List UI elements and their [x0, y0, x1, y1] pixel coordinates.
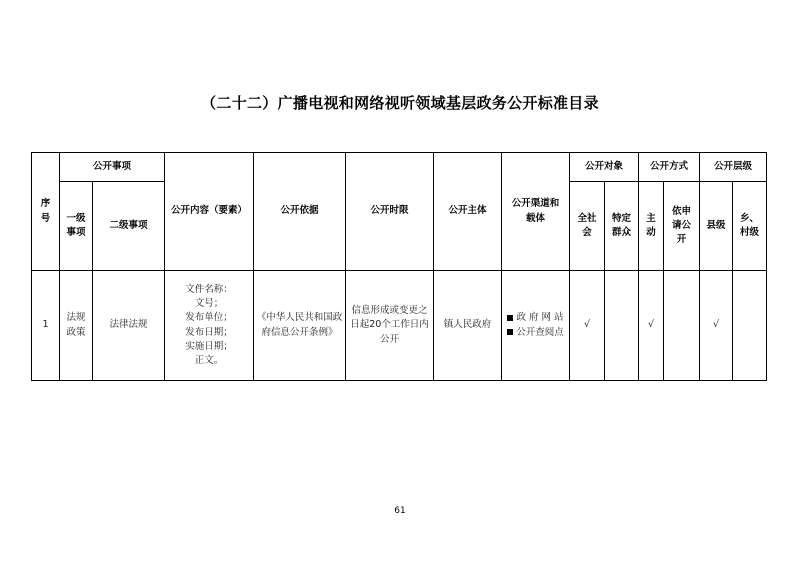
row-basis: 《中华人民共和国政 府信息公开条例》 [254, 271, 346, 381]
header-subject: 公开主体 [434, 153, 502, 271]
row-contents: 文件名称： 文号； 发布单位； 发布日期； 实施日期； 正文。 [165, 271, 254, 381]
header-level-group: 公开层级 [700, 153, 767, 182]
header-target-group: 公开对象 [570, 153, 639, 182]
header-level2: 二级事项 [93, 182, 165, 271]
header-method-request: 依申 请公 开 [664, 182, 700, 271]
header-method-group: 公开方式 [639, 153, 700, 182]
row-method-request [664, 271, 700, 381]
square-bullet-icon [507, 315, 513, 321]
row-subject: 镇人民政府 [434, 271, 502, 381]
header-level-county: 县级 [700, 182, 733, 271]
row-time-limit: 信息形成或变更之 日起20个工作日内 公开 [346, 271, 434, 381]
row-target-society: √ [570, 271, 605, 381]
table-row [32, 271, 767, 381]
header-level1: 一级 事项 [60, 182, 93, 271]
row-level1: 法规 政策 [60, 271, 93, 381]
row-level-county: √ [700, 271, 733, 381]
header-items-group: 公开事项 [60, 153, 165, 182]
page-title: （二十二）广播电视和网络视听领域基层政务公开标准目录 [201, 94, 599, 112]
header-channels: 公开渠道和 载体 [502, 153, 570, 271]
header-target-specific: 特定 群众 [605, 182, 639, 271]
row-method-active: √ [639, 271, 664, 381]
row-target-specific [605, 271, 639, 381]
row-level-township [733, 271, 767, 381]
header-method-active: 主 动 [639, 182, 664, 271]
header-level-township: 乡、 村级 [733, 182, 767, 271]
header-row-1 [32, 153, 767, 182]
page-number: 61 [394, 506, 406, 516]
header-seq: 序 号 [32, 153, 60, 271]
row-level2: 法律法规 [93, 271, 165, 381]
row-channels: 政 府 网 站 公开查阅点 [502, 271, 570, 381]
catalog-table [31, 152, 767, 381]
header-content: 公开内容（要素） [165, 153, 254, 271]
header-time-limit: 公开时限 [346, 153, 434, 271]
header-basis: 公开依据 [254, 153, 346, 271]
square-bullet-icon [507, 329, 513, 335]
header-target-society: 全社 会 [570, 182, 605, 271]
row-seq: 1 [32, 271, 60, 381]
